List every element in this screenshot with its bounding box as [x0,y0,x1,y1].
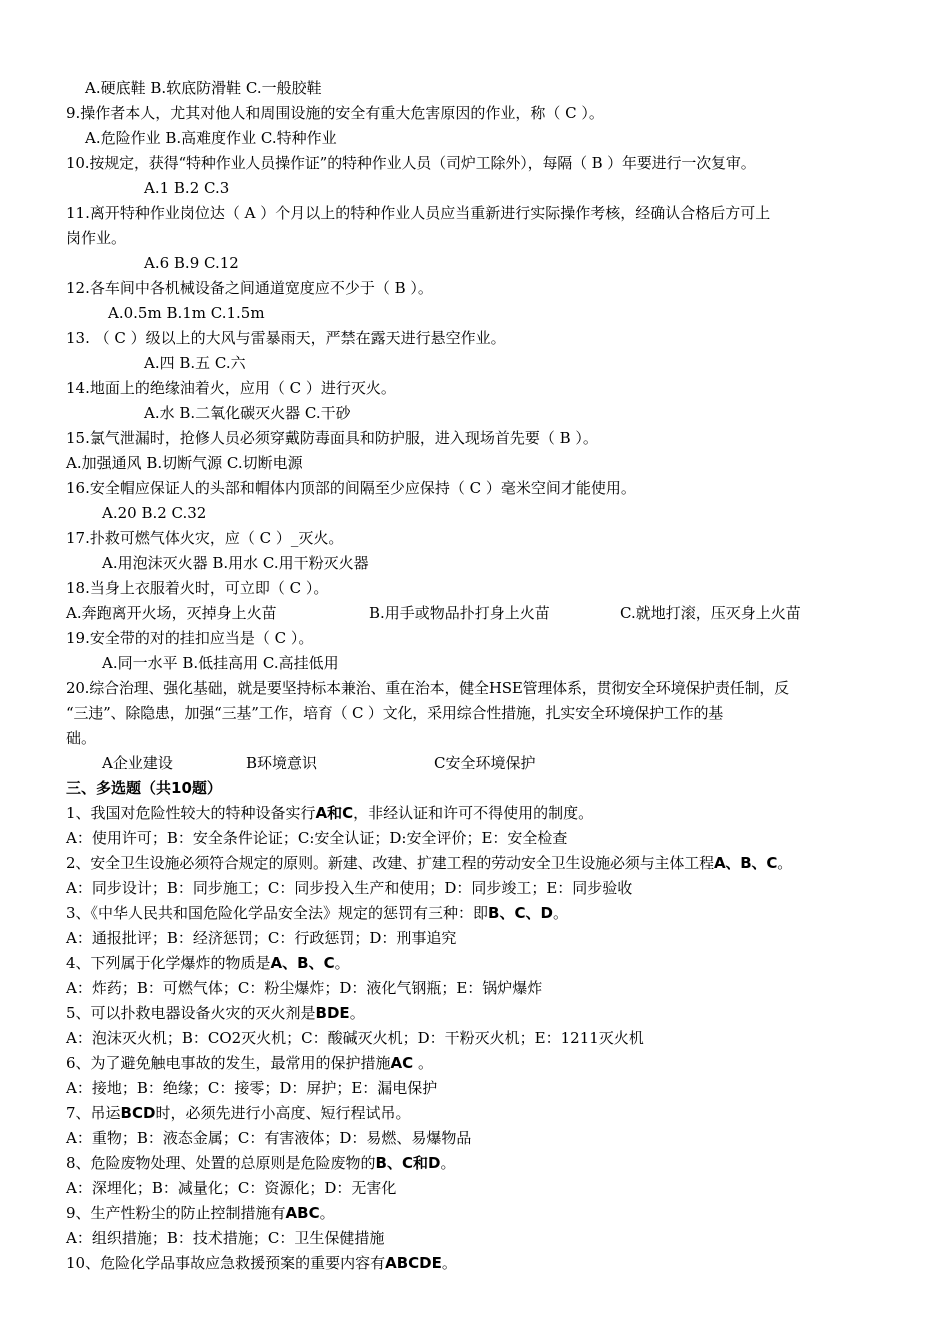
question-line [66,801,593,825]
option-line: A：泡沫灭火机；B：CO2灭火机；C：酸碱灭火机；D：干粉灭火机；E：1211灭火机 [66,1029,644,1047]
option-line: A.0.5m B.1m C.1.5m [108,304,265,322]
question-line [66,1251,457,1275]
option-line: A：通报批评；B：经济惩罚；C：行政惩罚；D：刑事追究 [66,929,457,947]
question-text: 1、我国对危险性较大的特种设备实行 [66,804,316,822]
question-line: 10.按规定，获得“特种作业人员操作证”的特种作业人员（司炉工除外），每隔（ B ）年要进行一次复审。 [66,154,756,172]
question-text: 10、危险化学品事故应急救援预案的重要内容有 [66,1254,386,1272]
question-line-cont: 础。 [66,729,97,747]
option-line: A.四 B.五 C.六 [144,354,246,372]
answer-text: A和C [315,804,354,822]
option-line: A.危险作业 B.高难度作业 C.特种作业 [85,129,337,147]
option-c: C.就地打滚，压灭身上火苗 [620,604,801,622]
option-line: A.1 B.2 C.3 [144,179,230,197]
option-line: A.硬底鞋 B.软底防滑鞋 C.一般胶鞋 [85,79,322,97]
answer-text: ABCDE [385,1254,442,1272]
option-c: C安全环境保护 [434,754,536,772]
question-line: 16.安全帽应保证人的头部和帽体内顶部的间隔至少应保持（ C ）毫米空间才能使用。 [66,479,636,497]
question-text: 。 [552,904,568,922]
question-text: 。 [334,954,350,972]
question-text: 。 [441,1254,457,1272]
answer-text: ABC [285,1204,320,1222]
option-b: B环境意识 [246,754,318,772]
question-line [66,901,568,925]
question-text: 7、吊运 [66,1104,121,1122]
question-text: 2、安全卫生设施必须符合规定的原则。新建、改建、扩建工程的劳动安全卫生设施必须与主体工程 [66,854,714,872]
question-line: 15.氯气泄漏时，抢修人员必须穿戴防毒面具和防护服，进入现场首先要（ B ）。 [66,429,598,447]
question-line: 13. （ C ）级以上的大风与雷暴雨天，严禁在露天进行悬空作业。 [66,329,506,347]
question-text: 6、为了避免触电事故的发生，最常用的保护措施 [66,1054,391,1072]
question-line: 12.各车间中各机械设备之间通道宽度应不少于（ B ）。 [66,279,433,297]
answer-text: B、C、D [488,904,553,922]
option-a: A企业建设 [102,754,173,772]
question-line: 19.安全带的对的挂扣应当是（ C ）。 [66,629,314,647]
option-line: A：使用许可；B：安全条件论证；C:安全认证；D:安全评价；E：安全检查 [66,829,568,847]
question-text: ，非经认证和许可不得使用的制度。 [353,804,594,822]
question-text: 。 [349,1004,365,1022]
question-line: 20.综合治理、强化基础，就是要坚持标本兼治、重在治本，健全HSE管理体系，贯彻安全环境保护责任制，反 [66,679,789,697]
question-line-cont: 岗作业。 [66,229,127,247]
section-heading: 三、多选题（共10题） [66,779,222,797]
question-text: 8、危险废物处理、处置的总原则是危险废物的 [66,1154,376,1172]
question-line: 14.地面上的绝缘油着火，应用（ C ）进行灭火。 [66,379,396,397]
question-line [66,851,792,875]
answer-text: BDE [315,1004,350,1022]
question-line [66,1201,335,1225]
question-line [66,1051,433,1075]
option-line: A.6 B.9 C.12 [144,254,239,272]
option-line: A.同一水平 B.低挂高用 C.高挂低用 [102,654,339,672]
question-text: 。 [413,1054,433,1072]
option-line: A：组织措施；B：技术措施；C：卫生保健措施 [66,1229,385,1247]
question-text: 4、下列属于化学爆炸的物质是 [66,954,271,972]
question-text: 。 [777,854,793,872]
answer-text: BCD [120,1104,156,1122]
option-line: A：重物；B：液态金属；C：有害液体；D：易燃、易爆物品 [66,1129,472,1147]
answer-text: A、B、C [270,954,335,972]
question-line [66,1001,365,1025]
option-line: A：深埋化；B：减量化；C：资源化；D：无害化 [66,1179,397,1197]
answer-text: B、C和D [375,1154,441,1172]
option-a: A.奔跑离开火场，灭掉身上火苗 [66,604,277,622]
question-text: 。 [440,1154,456,1172]
option-line: A：炸药；B：可燃气体；C：粉尘爆炸；D：液化气钢瓶；E：锅炉爆炸 [66,979,543,997]
question-text: 9、生产性粉尘的防止控制措施有 [66,1204,286,1222]
question-text: 。 [319,1204,335,1222]
question-line [66,951,350,975]
option-b: B.用手或物品扑打身上火苗 [369,604,550,622]
answer-text: A、B、C [713,854,778,872]
option-line: A：同步设计；B：同步施工；C：同步投入生产和使用；D：同步竣工；E：同步验收 [66,879,633,897]
question-text: 5、可以扑救电器设备火灾的灭火剂是 [66,1004,316,1022]
question-line: 17.扑救可燃气体火灾，应（ C ）_灭火。 [66,529,344,547]
question-line: 9.操作者本人，尤其对他人和周围设施的安全有重大危害原因的作业，称（ C ）。 [66,104,604,122]
question-line [66,1151,455,1175]
option-line: A：接地；B：绝缘；C：接零；D：屏护；E：漏电保护 [66,1079,438,1097]
option-line: A.水 B.二氧化碳灭火器 C.干砂 [144,404,351,422]
question-line [66,1101,410,1125]
question-line: 11.离开特种作业岗位达（ A ）个月以上的特种作业人员应当重新进行实际操作考核，经确认合格后方可上 [66,204,771,222]
question-text: 时，必须先进行小高度、短行程试吊。 [155,1104,411,1122]
question-text: 3、《中华人民共和国危险化学品安全法》规定的惩罚有三种：即 [66,904,489,922]
answer-text: AC [390,1054,414,1072]
option-line: A.20 B.2 C.32 [102,504,207,522]
option-line: A.加强通风 B.切断气源 C.切断电源 [66,454,303,472]
option-line: A.用泡沫灭火器 B.用水 C.用干粉灭火器 [102,554,369,572]
question-line-cont: “三违”、除隐患，加强“三基”工作，培育（ C ）文化，采用综合性措施，扎实安全环境保护工作的基 [66,704,724,722]
question-line: 18.当身上衣服着火时，可立即（ C ）。 [66,579,329,597]
